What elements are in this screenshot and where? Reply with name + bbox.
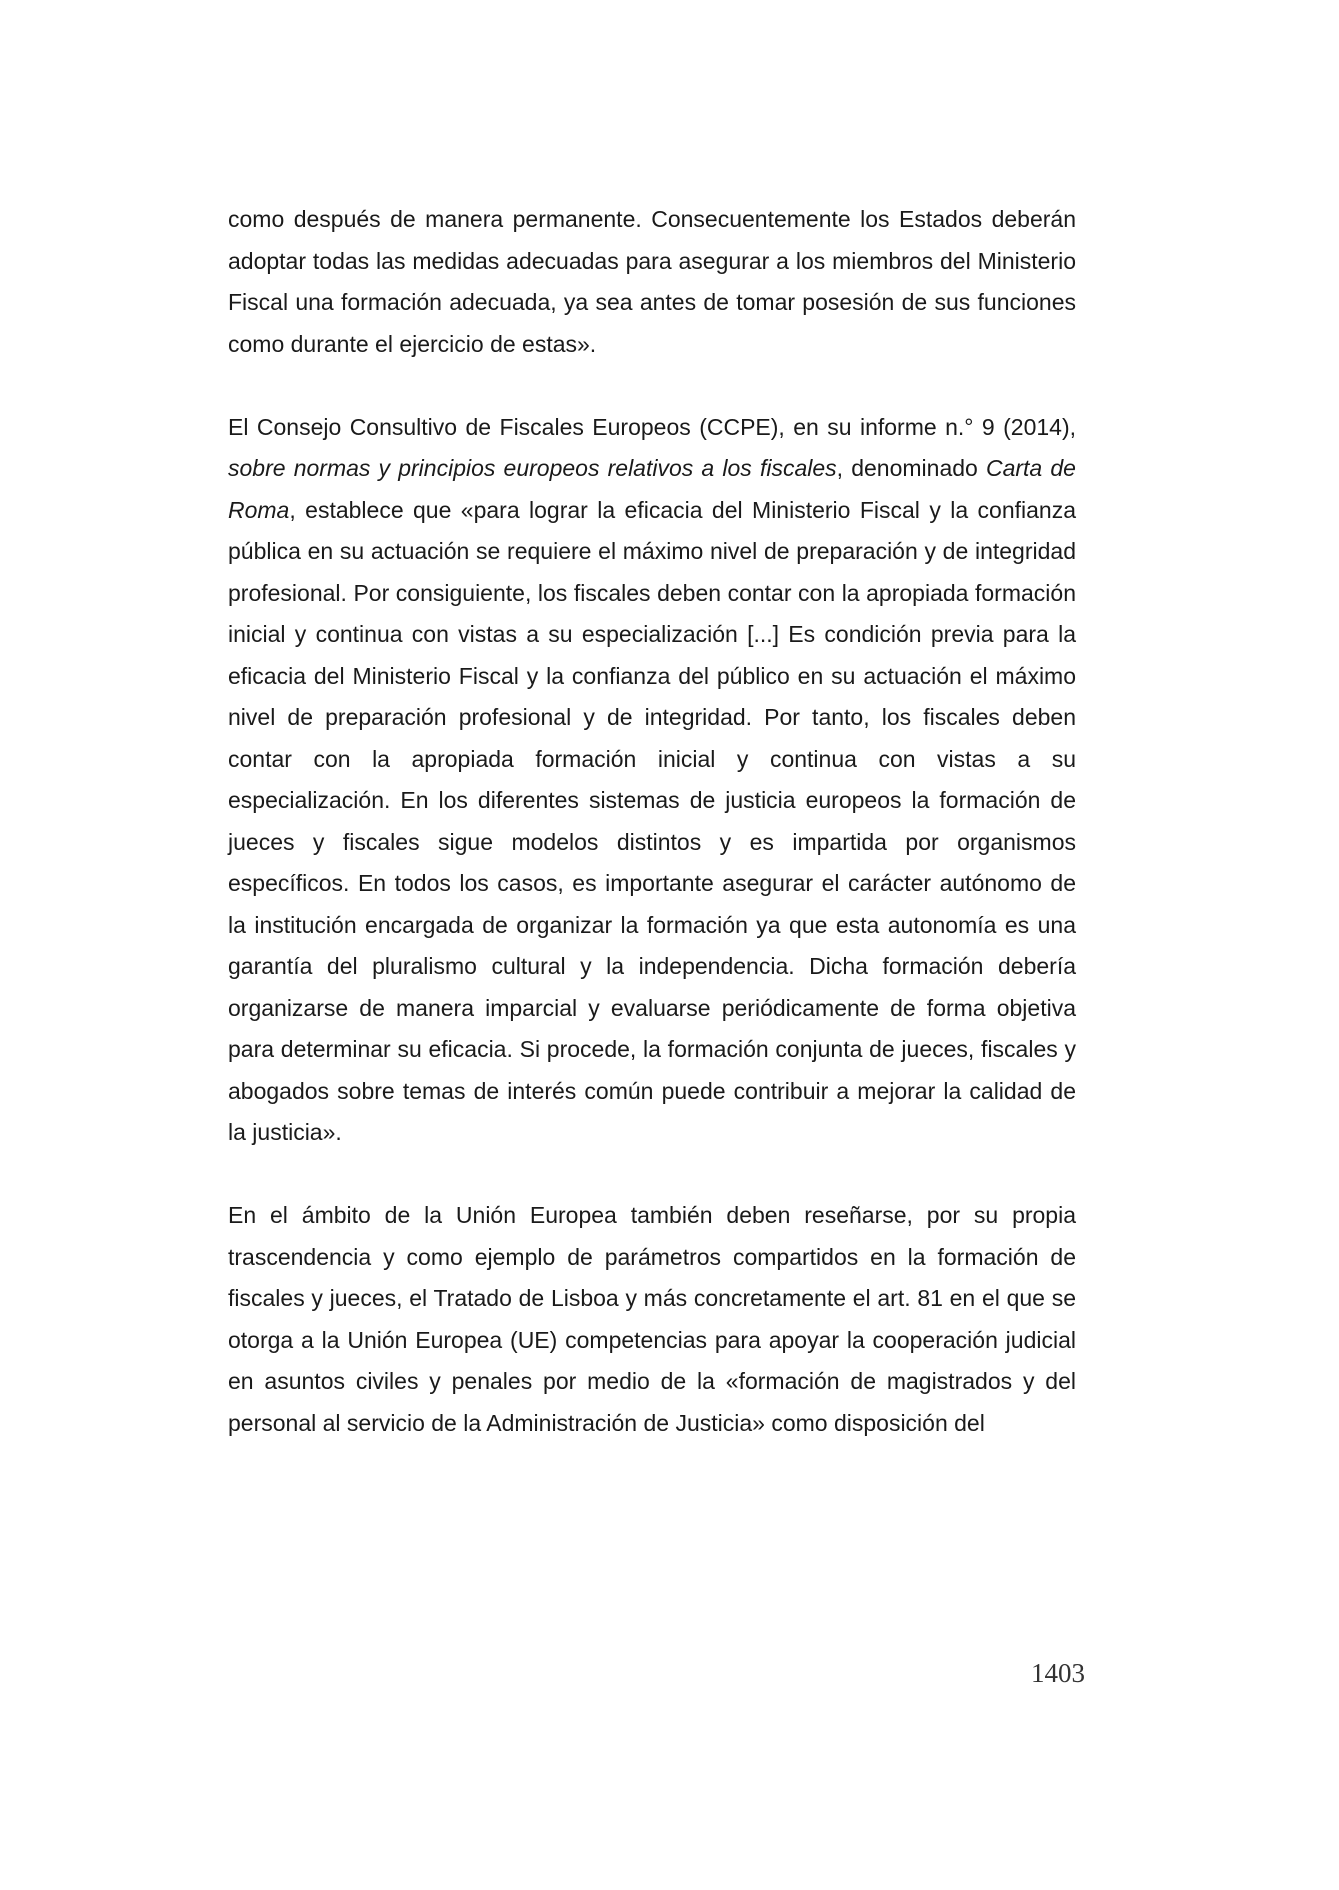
page-number: 1403 — [1031, 1658, 1085, 1688]
paragraph-3: En el ámbito de la Unión Europea también deben reseñarse, por su propia trascendencia y como ejemplo de parámetros compartidos en la formación de fiscales y jueces, el Tratado de Lisboa y más concretamente el art. 81 en el que se otorga a la Unión Europea (UE) competencias para apoyar la cooperación judicial en asuntos civiles y penales por medio de la «formación de magistrados y del personal al servicio de la Administración de Justicia» como disposición del — [228, 1202, 1076, 1436]
paragraph-1: como después de manera permanente. Consecuentemente los Estados deberán adoptar todas las medidas adecuadas para asegurar a los miembros del Ministerio Fiscal una formación adecuada, ya sea antes de tomar posesión de sus funciones como durante el ejercicio de estas». — [228, 206, 1076, 357]
charter-name: Carta de Roma — [228, 455, 1076, 523]
body-text — [228, 199, 1076, 1444]
paragraph-2-connector: , denominado — [836, 455, 986, 481]
paragraph-2-quote: , establece que «para lograr la eficacia del Ministerio Fiscal y la confianza pública en su actuación se requiere el máximo nivel de preparación y de integridad profesional. Por consiguiente, los fiscales deben contar con la apropiada formación inicial y continua con vistas a su especialización [...] Es condición previa para la eficacia del Ministerio Fiscal y la confianza del público en su actuación el máximo nivel de preparación profesional y de integridad. Por tanto, los fiscales deben contar con la apropiada formación inicial y continua con vistas a su especialización. En los diferentes sistemas de justicia europeos la formación de jueces y fiscales sigue modelos distintos y es impartida por organismos específicos. En todos los casos, es importante asegurar el carácter autónomo de la institución encargada de organizar la formación ya que esta autonomía es una garantía del pluralismo cultural y la independencia. Dicha formación debería organizarse de manera imparcial y evaluarse periódicamente de forma objetiva para determinar su eficacia. Si procede, la formación conjunta de jueces, fiscales y abogados sobre temas de interés común puede contribuir a mejorar la calidad de la justicia». — [228, 496, 1076, 1145]
paragraph-2 — [228, 407, 1076, 1154]
report-title: sobre normas y principios europeos relativos a los fiscales — [228, 455, 837, 481]
paragraph-2-intro: El Consejo Consultivo de Fiscales Europeos (CCPE), en su informe n.° 9 (2014), — [228, 413, 1076, 440]
